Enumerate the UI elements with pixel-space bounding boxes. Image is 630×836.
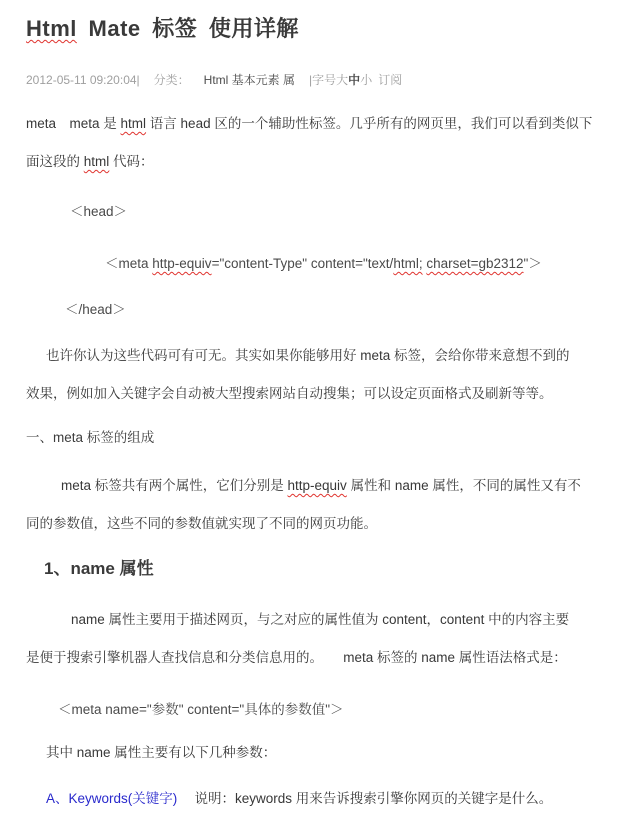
title-flagged-word: Html bbox=[26, 16, 77, 41]
flagged-word: html bbox=[120, 116, 147, 131]
code-name-syntax: ＜meta name="参数" content="具体的参数值"＞ bbox=[58, 702, 344, 717]
title-rest: Mate 标签 使用详解 bbox=[76, 16, 299, 41]
meta-divider: | bbox=[309, 73, 313, 87]
subscribe-link[interactable]: 订阅 bbox=[378, 73, 403, 87]
code-head-open: ＜head＞ bbox=[70, 204, 128, 219]
category-label: 分类： bbox=[153, 73, 190, 87]
paragraph-params-intro bbox=[26, 734, 604, 772]
paragraph-line: meta meta 是 html 语言 head 区的一个辅助性标签。几乎所有的网页里，我们可以看到类似下 bbox=[26, 116, 593, 131]
keywords-term-link[interactable]: A、Keywords(关键字) bbox=[46, 791, 178, 806]
category-link[interactable]: Html 基本元素 属 bbox=[203, 73, 296, 87]
code-meta-tag: ＜meta http-equiv="content-Type" content="text/html; charset=gb2312"＞ bbox=[105, 256, 542, 271]
paragraph-line: meta 标签共有两个属性，它们分别是 http-equiv 属性和 name 属性，不同的属性又有不 bbox=[61, 478, 581, 493]
paragraph-keywords-item bbox=[26, 780, 604, 818]
post-timestamp: 2012-05-11 09:20:04| bbox=[26, 73, 140, 87]
flagged-word: html; bbox=[393, 256, 423, 271]
paragraph-line: 是便于搜索引擎机器人查找信息和分类信息用的。 meta 标签的 name 属性语法格式是： bbox=[26, 650, 567, 665]
keywords-description: 说明：keywords 用来告诉搜索引擎你网页的关键字是什么。 bbox=[177, 791, 553, 806]
flagged-word: http-equiv bbox=[287, 478, 347, 493]
paragraph-attributes bbox=[26, 467, 604, 543]
section-heading-composition: 一、meta 标签的组成 bbox=[26, 430, 155, 445]
paragraph-name-desc bbox=[26, 601, 604, 677]
paragraph-line bbox=[26, 780, 604, 818]
paragraph-line: 效果，例如加入关键字会自动被大型搜索网站自动搜集；可以设定页面格式及刷新等等。 bbox=[26, 386, 553, 401]
code-head-close: ＜/head＞ bbox=[65, 302, 126, 317]
fontsize-medium-button[interactable]: 中 bbox=[348, 73, 361, 87]
article-page bbox=[0, 14, 630, 818]
flagged-word: http-equiv bbox=[152, 256, 212, 271]
fontsize-small-button[interactable]: 小 bbox=[360, 73, 373, 87]
paragraph-line: 面这段的 html 代码： bbox=[26, 154, 154, 169]
paragraph-line: 也许你认为这些代码可有可无。其实如果你能够用好 meta 标签，会给你带来意想不到的 bbox=[46, 348, 570, 363]
paragraph-line: 其中 name 属性主要有以下几种参数： bbox=[46, 745, 277, 760]
fontsize-label: 字号 bbox=[312, 73, 337, 87]
page-title bbox=[26, 14, 604, 44]
fontsize-large-button[interactable]: 大 bbox=[336, 73, 349, 87]
paragraph-purpose bbox=[26, 337, 604, 413]
flagged-word: charset=gb2312 bbox=[426, 256, 524, 271]
paragraph-line: name 属性主要用于描述网页，与之对应的属性值为 content，content 中的内容主要 bbox=[71, 612, 570, 627]
subsection-heading-name-attr: 1、name 属性 bbox=[44, 559, 154, 578]
paragraph-intro bbox=[26, 105, 604, 181]
flagged-word: html bbox=[83, 154, 110, 169]
post-meta-bar bbox=[26, 72, 604, 88]
paragraph-line: 同的参数值，这些不同的参数值就实现了不同的网页功能。 bbox=[26, 516, 377, 531]
